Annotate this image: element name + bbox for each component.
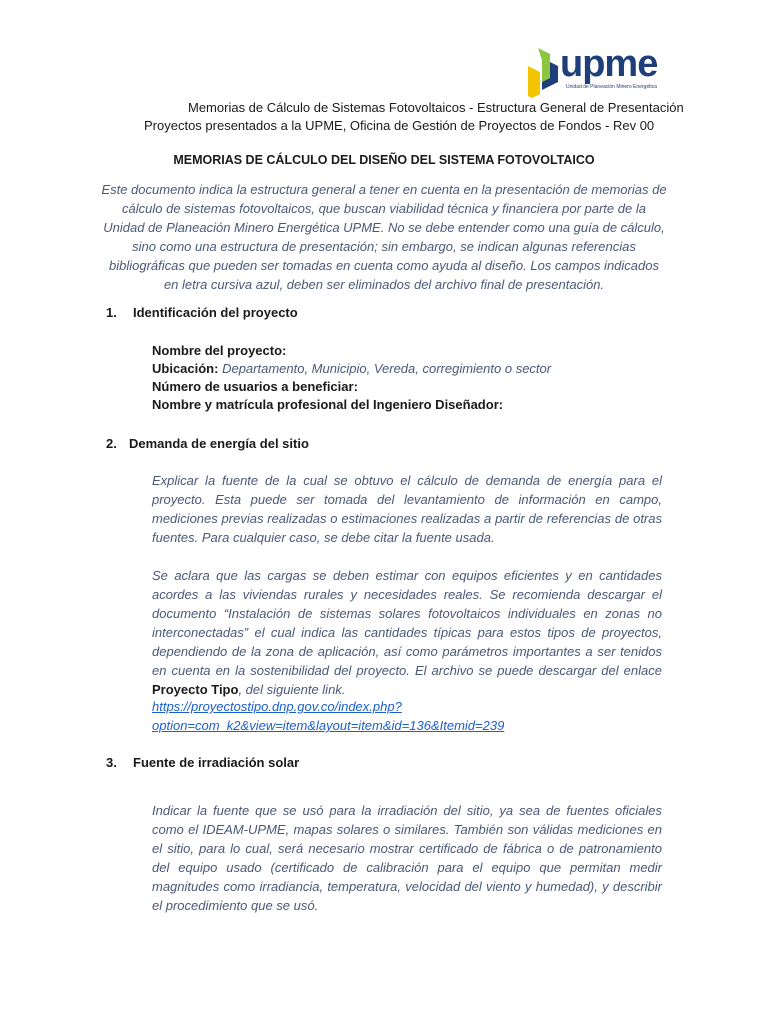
field-label: Ubicación:	[152, 361, 219, 376]
logo-subtitle: Unidad de Planeación Minero Energética	[566, 84, 657, 90]
field-value: Departamento, Municipio, Vereda, corregimiento o sector	[218, 361, 552, 376]
header-line-1: Memorias de Cálculo de Sistemas Fotovoltaicos - Estructura General de Presentación	[188, 100, 684, 115]
proyectos-tipo-link-block	[152, 697, 672, 735]
upme-logo-mark-icon	[528, 48, 562, 98]
section-2-paragraph-1: Explicar la fuente de la cual se obtuvo el cálculo de demanda de energía para el proyecto. Esta puede ser tomada del levantamiento de información en campo, mediciones previas realizadas o estimaciones realizadas a partir de referencias de otras fuentes. Para cualquier caso, se debe citar la fuente usada.	[152, 473, 662, 545]
paragraph-text: , del siguiente link.	[238, 682, 346, 697]
field-label: Número de usuarios a beneficiar:	[152, 379, 358, 394]
link-line-2: option=com_k2&view=item&layout=item&id=136&Itemid=239	[152, 718, 505, 733]
section-1-heading	[106, 305, 298, 321]
section-3-paragraph: Indicar la fuente que se usó para la irradiación del sitio, ya sea de fuentes oficiales como el IDEAM-UPME, mapas solares o similares. También son válidas mediciones en el sitio, para lo cual, será necesario mostrar certificado de fábrica o de patronamiento del equipo usado (certificado de calibración para el equipo que permitan medir magnitudes como irradiancia, temperatura, velocidad del viento y humedad), y describir el procedimiento que se usó.	[152, 803, 662, 913]
intro-paragraph: Este documento indica la estructura general a tener en cuenta en la presentación de memorias de cálculo de sistemas fotovoltaicos, que buscan viabilidad técnica y financiera por parte de la Unidad de Planeación Minero Energética UPME. No se debe entender como una guía de cálculo, sino como una estructura de presentación; sin embargo, se indican algunas referencias bibliográficas que pueden ser tomadas en cuenta como ayuda al diseño. Los campos indicados en letra cursiva azul, deben ser eliminados del archivo final de presentación.	[101, 182, 667, 292]
field-label: Nombre del proyecto:	[152, 343, 287, 358]
section-2-paragraph-2	[152, 566, 662, 699]
field-nombre-proyecto	[152, 342, 551, 360]
header-line-2: Proyectos presentados a la UPME, Oficina de Gestión de Proyectos de Fondos - Rev 00	[144, 118, 655, 133]
logo-wordmark: upme	[560, 43, 658, 85]
proyecto-tipo-text: Proyecto Tipo	[152, 682, 239, 697]
project-fields	[152, 342, 551, 414]
section-2-heading	[106, 436, 309, 452]
document-title: MEMORIAS DE CÁLCULO DEL DISEÑO DEL SISTEMA FOTOVOLTAICO	[173, 153, 595, 167]
upme-logo	[528, 44, 664, 98]
field-ubicacion	[152, 360, 551, 378]
section-1-title: Identificación del proyecto	[133, 305, 298, 320]
field-label: Nombre y matrícula profesional del Ingeniero Diseñador:	[152, 397, 504, 412]
section-3-heading	[106, 755, 299, 771]
proyectos-tipo-link[interactable]	[152, 699, 504, 733]
field-ingeniero	[152, 396, 551, 414]
section-2-number: 2.	[106, 436, 117, 451]
section-3-title: Fuente de irradiación solar	[133, 755, 300, 770]
section-1-number: 1.	[106, 305, 117, 320]
section-2-title: Demanda de energía del sitio	[129, 436, 309, 451]
field-usuarios	[152, 378, 551, 396]
section-3-number: 3.	[106, 755, 117, 770]
paragraph-text: Se aclara que las cargas se deben estimar con equipos eficientes y en cantidades acordes a las viviendas rurales y necesidades reales. Se recomienda descargar el documento “Instalación de sistemas solares fotovoltaicos individuales en zonas no interconectadas” el cual indica las cantidades típicas para estos tipos de proyectos, dependiendo de la zona de aplicación, así como parámetros importantes a ser tenidos en cuenta en la sostenibilidad del proyecto. El archivo se puede descargar del enlace	[152, 568, 662, 678]
link-line-1: https://proyectostipo.dnp.gov.co/index.php?	[152, 699, 402, 714]
